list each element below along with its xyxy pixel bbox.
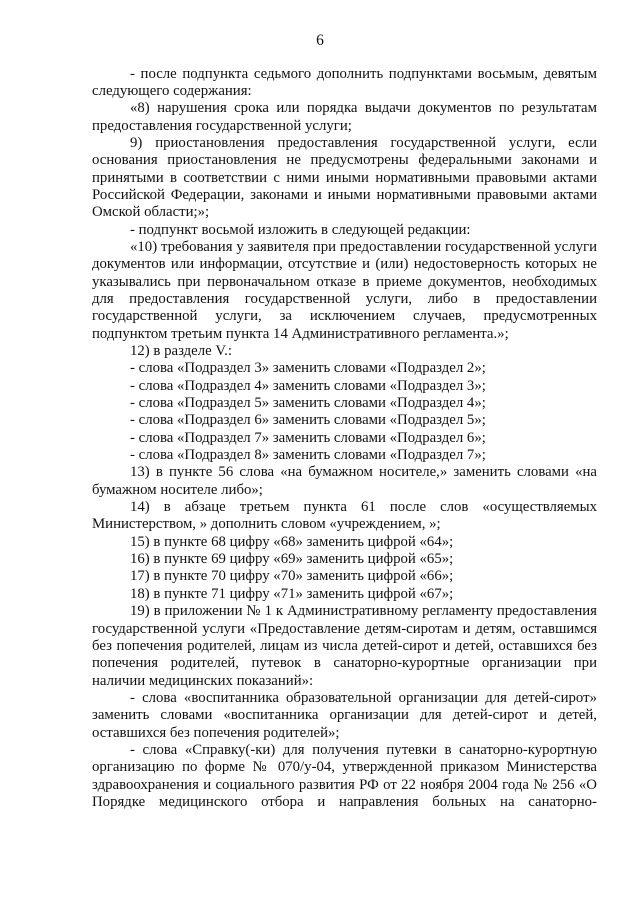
paragraph-item-15: 15) в пункте 68 цифру «68» заменить цифрой «64»; (130, 533, 454, 550)
paragraph-amendment-intro: - после подпункта седьмого дополнить подпунктами восьмым, девятым следующего содержания: (92, 65, 597, 99)
paragraph-item-8: «8) нарушения срока или порядка выдачи документов по результатам предоставления государственной услуги; (92, 100, 597, 134)
paragraph-subsection-8: - слова «Подраздел 8» заменить словами «Подраздел 7»; (130, 447, 486, 464)
paragraph-item-16: 16) в пункте 69 цифру «69» заменить цифрой «65»; (130, 551, 454, 568)
paragraph-item-10: «10) требования у заявителя при предоставлении государственной услуги документов или информации, отсутствие и (или) недостоверность которых не указывались при первоначальном отказе в приеме документов, необходимых для предоставления государственной услуги, либо в предоставлении государственной услуги, за исключением случаев, предусмотренных подпунктом третьим пункта 14 Административного регламента.»; (92, 238, 597, 342)
paragraph-subsection-3: - слова «Подраздел 3» заменить словами «Подраздел 2»; (130, 360, 486, 377)
paragraph-replace-pupil: - слова «воспитанника образовательной организации для детей-сирот» заменить словами «воспитанника организации для детей-сирот и детей, оставшихся без попечения родителей»; (92, 689, 597, 741)
paragraph-subsection-5: - слова «Подраздел 5» заменить словами «Подраздел 4»; (130, 395, 486, 412)
paragraph-section-v-intro: 12) в разделе V.: (130, 343, 232, 359)
paragraph-item-9: 9) приостановления предоставления государственной услуги, если основания приостановления не предусмотрены федеральными законами и принятыми в соответствии с ними иными нормативными правовыми актами Российской Федерации, законами и иными нормативными правовыми актами Омской области;»; (92, 134, 597, 221)
paragraph-item-19: 19) в приложении № 1 к Административному регламенту предоставления государственной услуги «Предоставление детям-сиротам и детям, оставшимся без попечения родителей, лицам из числа детей-сирот и детей, оставшихся без попечения родителей, путевок в санаторно-курортные организации при наличии медицинских показаний»: (92, 603, 597, 689)
paragraph-item-13: 13) в пункте 56 слова «на бумажном носителе,» заменить словами «на бумажном носителе либо»; (92, 464, 597, 498)
page-number: 6 (316, 32, 324, 49)
paragraph-replace-certificate: - слова «Справку(-ки) для получения путевки в санаторно-курортную организацию по форме № 070/у-04, утвержденной приказом Министерства здравоохранения и социального развития РФ от 22 ноября 2004 года № 256 «О Порядке медицинского отбора и направления больных на санаторно- (92, 741, 597, 810)
paragraph-subsection-6: - слова «Подраздел 6» заменить словами «Подраздел 5»; (130, 412, 486, 429)
paragraph-item-17: 17) в пункте 70 цифру «70» заменить цифрой «66»; (130, 568, 454, 585)
paragraph-item-14: 14) в абзаце третьем пункта 61 после слов «осуществляемых Министерством, » дополнить словом «учреждением, »; (92, 499, 597, 533)
paragraph-item-18: 18) в пункте 71 цифру «71» заменить цифрой «67»; (130, 585, 454, 602)
paragraph-subsection-4: - слова «Подраздел 4» заменить словами «Подраздел 3»; (130, 377, 486, 394)
paragraph-subsection-7: - слова «Подраздел 7» заменить словами «Подраздел 6»; (130, 429, 486, 446)
paragraph-subitem-8-intro: - подпункт восьмой изложить в следующей редакции: (130, 221, 471, 238)
document-body (92, 66, 597, 812)
